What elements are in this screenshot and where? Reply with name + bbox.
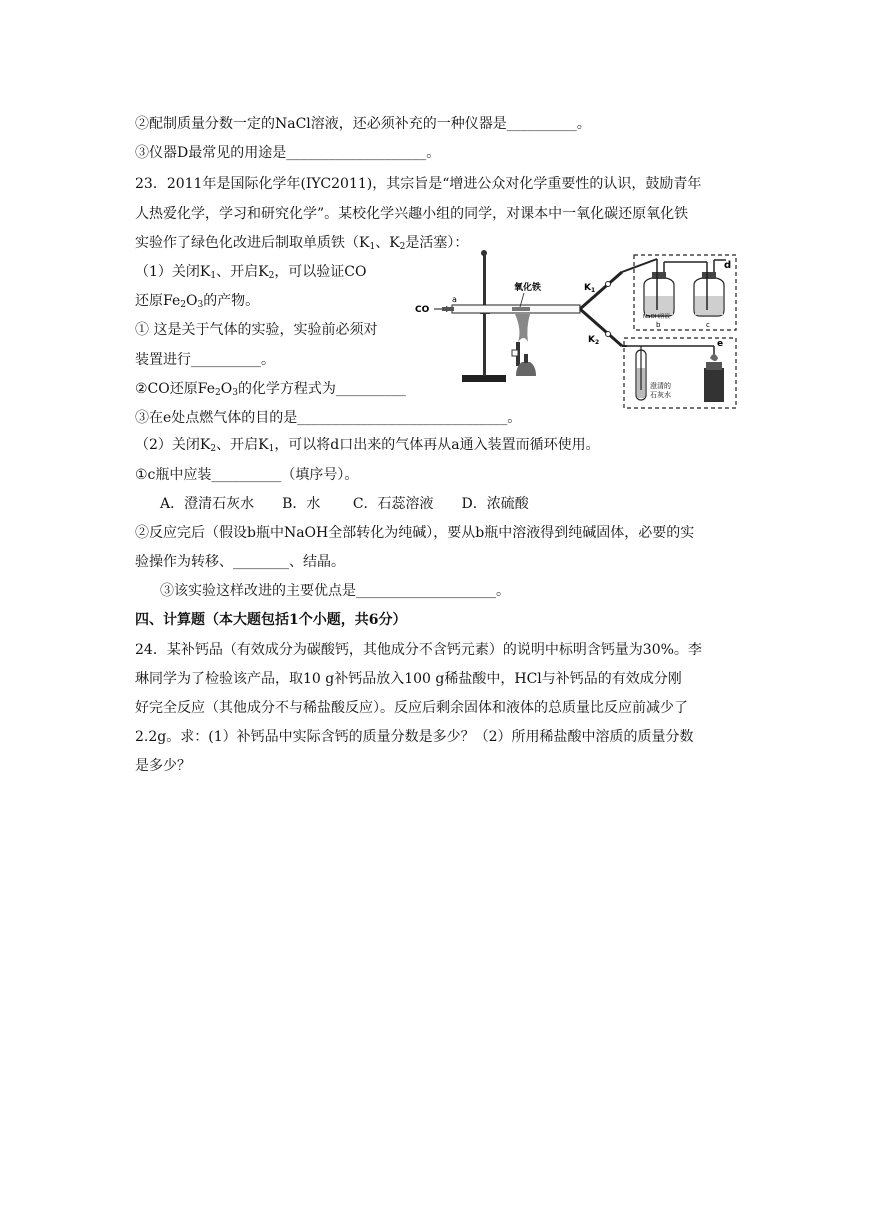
- port-d-label: d: [724, 260, 732, 271]
- reaction-tube: [442, 305, 580, 313]
- q23-intro-line2: 人热爱化学，学习和研究化学”。某校化学兴趣小组的同学，对课本中一氧化碳还原氧化铁: [135, 206, 689, 222]
- q24-line2: 琳同学为了检验该产品，取10 g补钙品放入100 g稀盐酸中，HCl与补钙品的有效成分刚: [135, 671, 682, 687]
- q23-part2-item2: ②反应完后（假设b瓶中NaOH全部转化为纯碱），要从b瓶中溶液得到纯碱固体，必要的实: [135, 525, 695, 541]
- limewater-label-2: 石灰水: [650, 391, 671, 399]
- q23-intro-line3: 实验作了绿色化改进后制取单质铁（$K_1$、$K_2$是活塞）：: [135, 235, 469, 252]
- bottle-b: [644, 259, 674, 316]
- q23-part1-item1-cont: 装置进行__________。: [135, 352, 275, 368]
- co-label: CO: [415, 305, 430, 315]
- q23-part2-item2-cont: 验操作为转移、________、结晶。: [135, 554, 345, 570]
- q22-item2: ②配制质量分数一定的NaCl溶液，还必须补充的一种仪器是__________。: [135, 116, 591, 132]
- q23-part1-item2: ②CO还原$Fe_2O_3$的化学方程式为__________: [135, 381, 406, 398]
- iron-stand: [462, 250, 506, 382]
- alcohol-lamp: [512, 314, 536, 376]
- bottle-c-label: c: [706, 321, 710, 329]
- q24-line4: 2.2g。求：(1）补钙品中实际含钙的质量分数是多少？（2）所用稀盐酸中溶质的质量分数: [135, 729, 694, 745]
- q23-part2-options: A．澄清石灰水 B．水 C．石蕊溶液 D．浓硫酸: [160, 496, 529, 512]
- apparatus-diagram: [412, 250, 742, 415]
- iron-oxide-label: 氧化铁: [514, 283, 542, 293]
- port-e-label: e: [717, 339, 724, 349]
- q23-intro-line1: 23．2011年是国际化学年(IYC2011)，其宗旨是“增进公众对化学重要性的认识，鼓励青年: [135, 176, 702, 192]
- q24-line3: 好完全反应（其他成分不与稀盐酸反应）。反应后剩余固体和液体的总质量比反应前减少了: [135, 700, 688, 716]
- valve-k2-label: $K_2$: [588, 335, 600, 346]
- valve-k1-label: $K_1$: [584, 283, 596, 294]
- q23-part1: （1）关闭$K_1$、开启$K_2$，可以验证CO: [135, 264, 367, 281]
- limewater-label-1: 澄清的: [650, 382, 671, 390]
- burner-e: [704, 346, 724, 402]
- q23-part1-item1: ① 这是关于气体的实验，实验前必须对: [135, 322, 378, 338]
- q23-part2-item3: ③该实验这样改进的主要优点是____________________。: [160, 583, 510, 599]
- bottle-b-label: b: [656, 321, 661, 329]
- q24-line5: 是多少？: [135, 758, 191, 774]
- bottle-c: [694, 260, 724, 316]
- port-a-label: a: [452, 295, 457, 304]
- q24-line1: 24．某补钙品（有效成分为碳酸钙，其他成分不含钙元素）的说明中标明含钙量为30%。李: [135, 642, 702, 658]
- q23-part1-item3: ③在e处点燃气体的目的是______________________________。: [135, 410, 522, 426]
- q23-part2: （2）关闭$K_2$、开启$K_1$，可以将d口出来的气体再从a通入装置而循环使用。: [135, 437, 600, 454]
- q22-item3: ③仪器D最常见的用途是____________________。: [135, 145, 441, 161]
- q23-part2-item1: ①c瓶中应装__________（填序号）。: [135, 467, 359, 483]
- q23-part1-cont: 还原$Fe_2O_3$的产物。: [135, 293, 260, 310]
- naoh-label: NaOH溶液: [643, 314, 670, 320]
- section-four-heading: 四、计算题（本大题包括1个小题，共6分）: [135, 612, 407, 628]
